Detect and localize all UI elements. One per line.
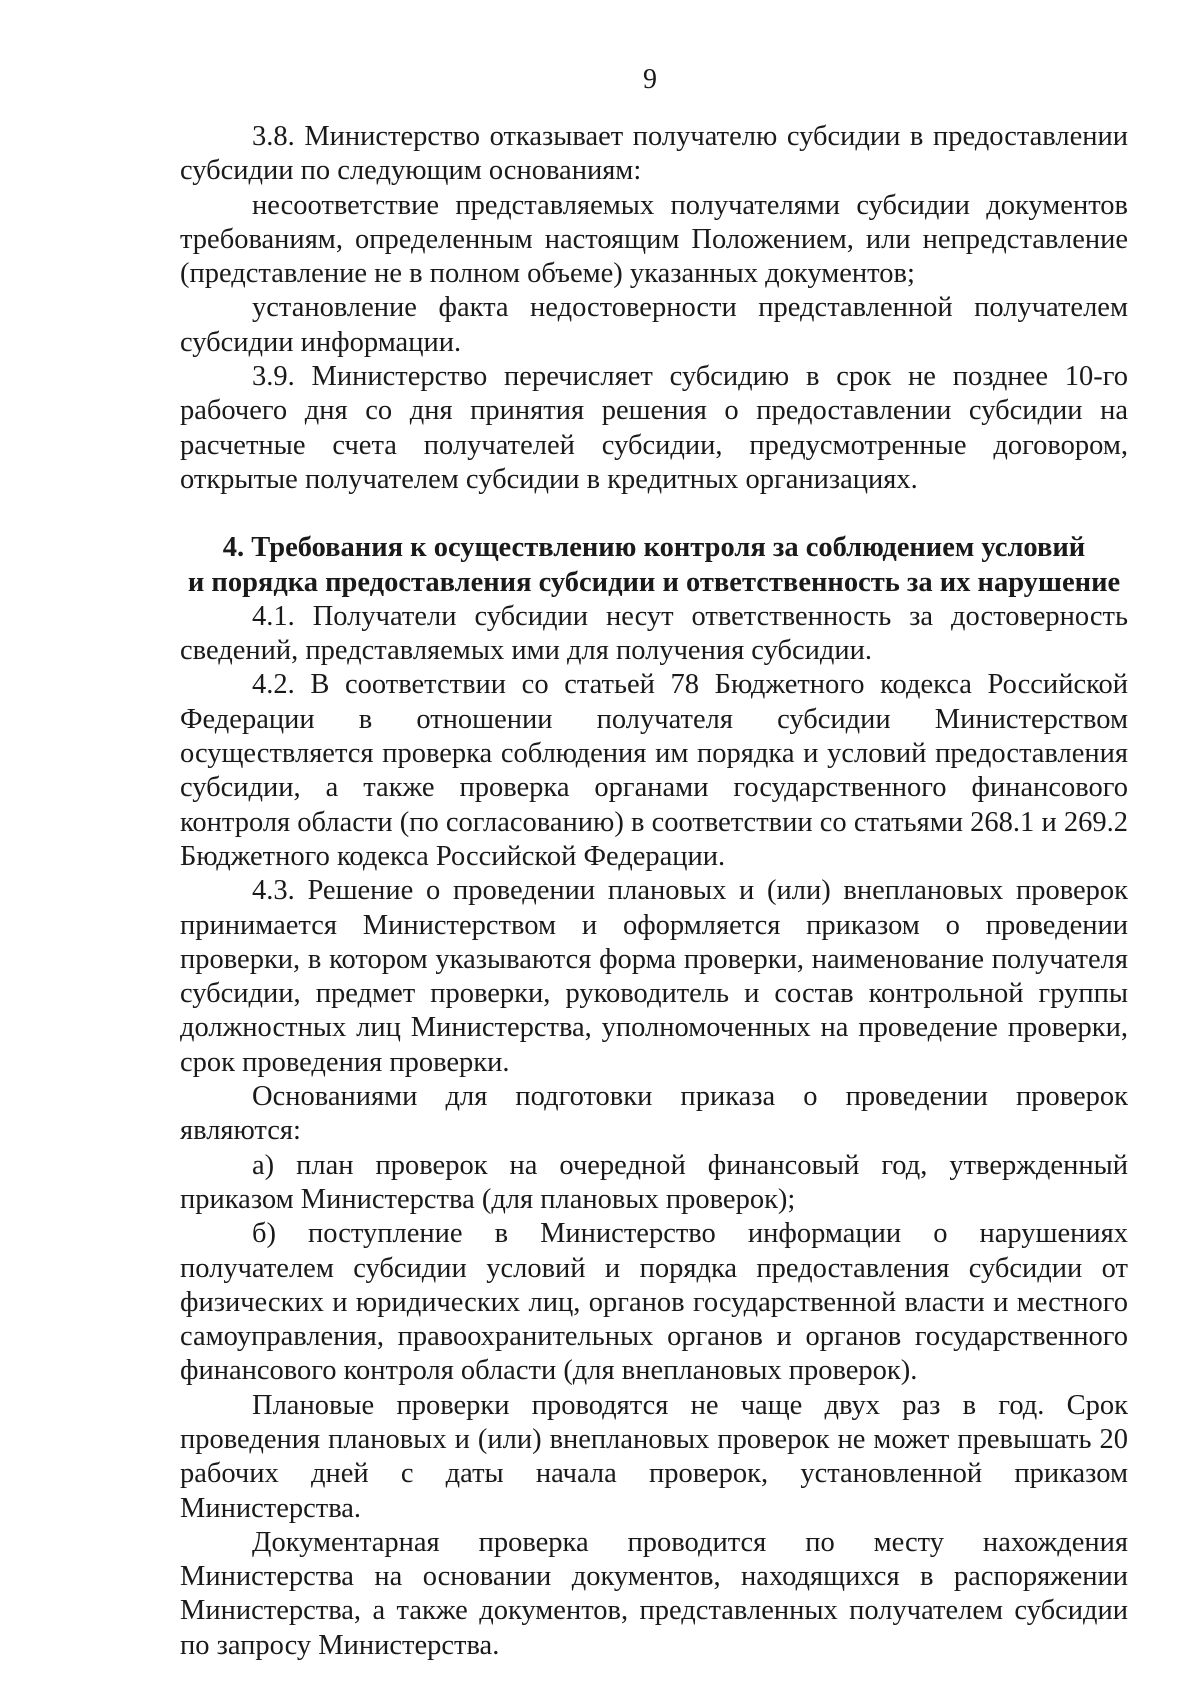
page-number: 9	[643, 64, 657, 95]
paragraph-3-9: 3.9. Министерство перечисляет субсидию в срок не позднее 10-го рабочего дня со дня принятия решения о предоставлении субсидии на расчетные счета получателей субсидии, предусмотренные договором, открытые получателем субсидии в кредитных организациях.	[180, 361, 1128, 495]
paragraph-item-b: б) поступление в Министерство информации о нарушениях получателем субсидии условий и порядка предоставления субсидии от физических и юридических лиц, органов государственной власти и местного самоуправления, правоохранительных органов и органов государственного финансового контроля области (для внеплановых проверок).	[180, 1218, 1128, 1387]
section-heading-line-1: 4. Требования к осуществлению контроля за соблюдением условий	[222, 532, 1086, 564]
document-body	[180, 120, 1128, 1663]
paragraph-4-2: 4.2. В соответствии со статьей 78 Бюджетного кодекса Российской Федерации в отношении получателя субсидии Министерством осуществляется проверка соблюдения им порядка и условий предоставления субсидии, а также проверка органами государственного финансового контроля области (по согласованию) в соответствии со статьями 268.1 и 269.2 Бюджетного кодекса Российской Федерации.	[180, 669, 1128, 872]
paragraph-planned-checks: Плановые проверки проводятся не чаще двух раз в год. Срок проведения плановых и (или) внеплановых проверок не может превышать 20 рабочих дней с даты начала проверок, установленной приказом Министерства.	[180, 1389, 1128, 1524]
paragraph-ground-1: несоответствие представляемых получателями субсидии документов требованиям, определенным настоящим Положением, или непредставление (представление не в полном объеме) указанных документов;	[180, 189, 1128, 290]
section-heading	[180, 531, 1128, 600]
paragraph-item-a: а) план проверок на очередной финансовый год, утвержденный приказом Министерства (для плановых проверок);	[180, 1149, 1128, 1215]
paragraph-grounds-intro: Основаниями для подготовки приказа о проведении проверок являются:	[180, 1081, 1128, 1147]
paragraph-ground-2: установление факта недостоверности представленной получателем субсидии информации.	[180, 292, 1128, 358]
paragraph-3-8: 3.8. Министерство отказывает получателю субсидии в предоставлении субсидии по следующим основаниям:	[180, 121, 1128, 187]
paragraph-4-1: 4.1. Получатели субсидии несут ответственность за достоверность сведений, представляемых ими для получения субсидии.	[180, 600, 1128, 667]
paragraph-documentary-check: Документарная проверка проводится по месту нахождения Министерства на основании документов, находящихся в распоряжении Министерства, а также документов, представленных получателем субсидии по запросу Министерства.	[180, 1526, 1128, 1661]
paragraph-4-3: 4.3. Решение о проведении плановых и (или) внеплановых проверок принимается Министерством и оформляется приказом о проведении проверки, в котором указываются форма проверки, наименование получателя субсидии, предмет проверки, руководитель и состав контрольной группы должностных лиц Министерства, уполномоченных на проведение проверки, срок проведения проверки.	[180, 875, 1128, 1078]
section-heading-line-2: и порядка предоставления субсидии и ответственность за их нарушение	[187, 566, 1121, 598]
